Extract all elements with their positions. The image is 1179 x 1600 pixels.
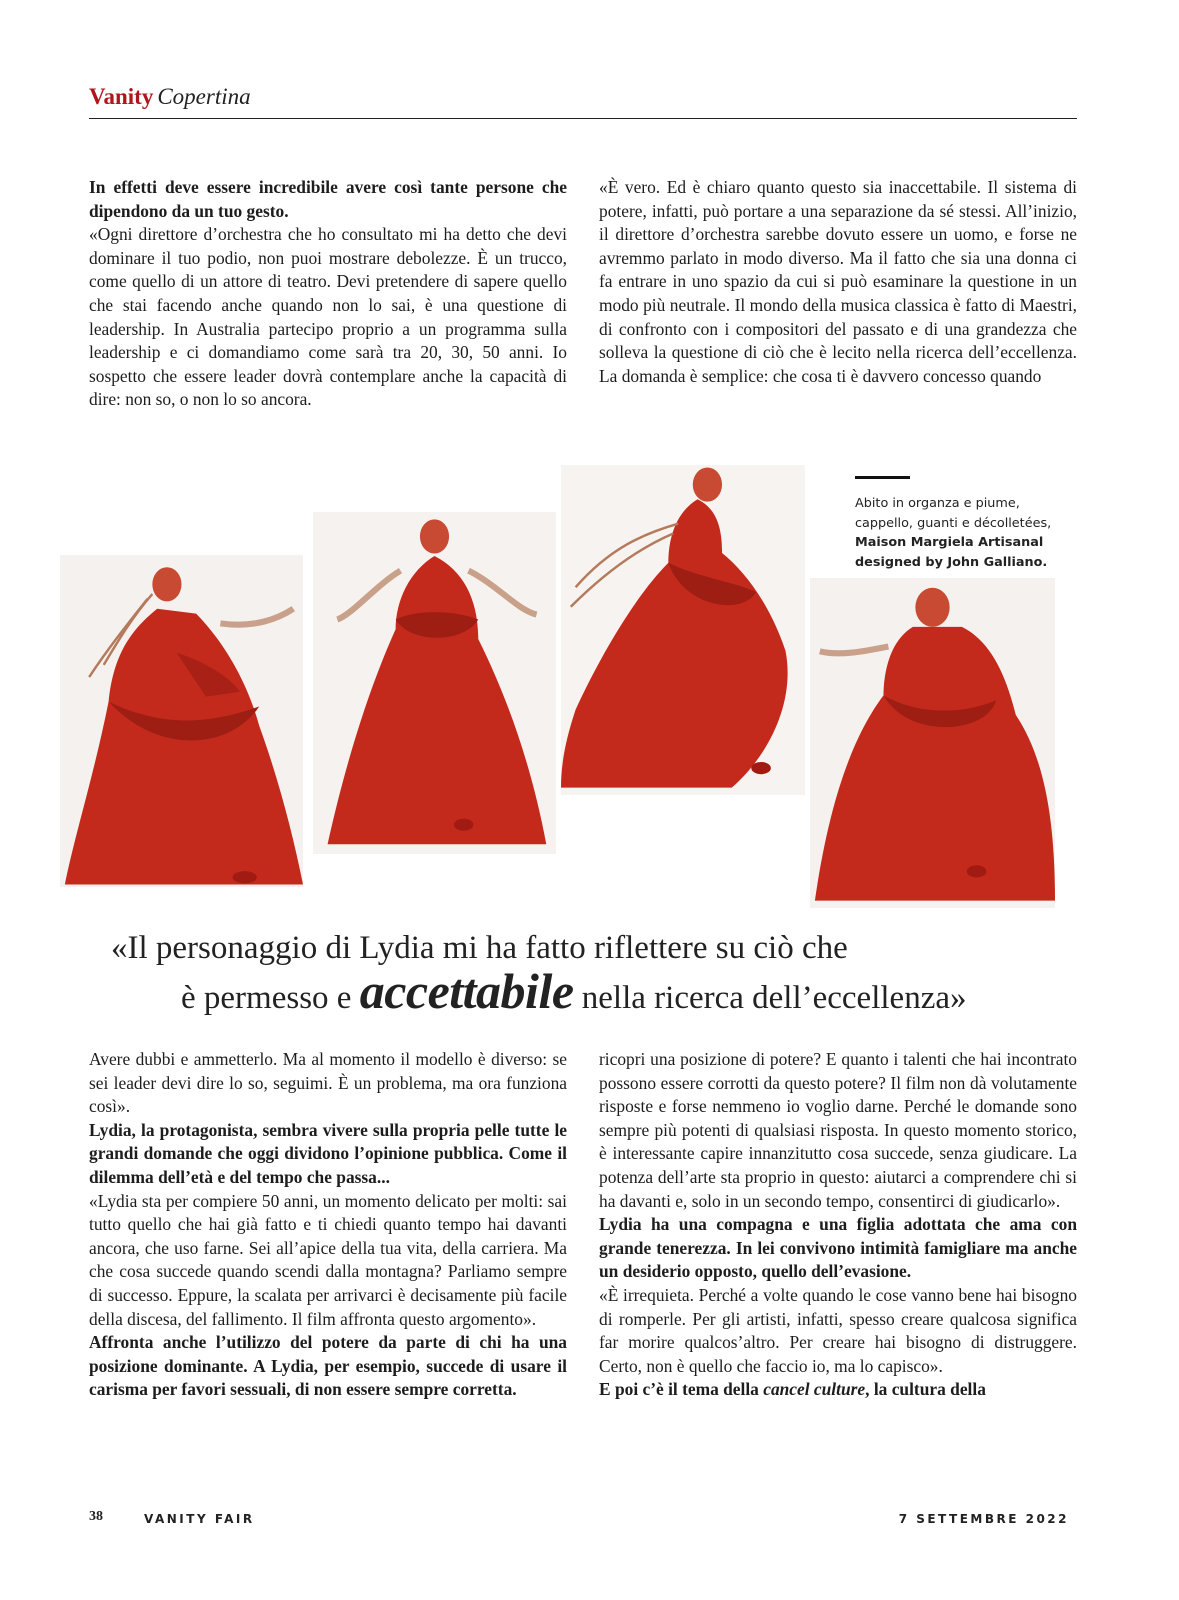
pull-quote-line-1: «Il personaggio di Lydia mi ha fatto riflettere su ciò che [111, 930, 848, 966]
text-column-4 [599, 1048, 1077, 1402]
text-column-2 [599, 176, 1077, 388]
interview-answer: «È vero. Ed è chiaro quanto questo sia inaccettabile. Il sistema di potere, infatti, può portare a una separazione da sé stessi. All’inizio, il direttore d’orchestra sarebbe dovuto essere un uomo, e forse ne avremmo parlato in modo diverso. Ma il fatto che sia una donna ci fa entrare in uno spazio da cui si può esaminare la questione in un modo più neutrale. Il mondo della musica classica è fatto di Maestri, di confronto con i compositori del passato e di una grandezza che solleva la questione di ciò che è lecito nella ricerca dell’eccellenza. La domanda è semplice: che cosa ti è davvero concesso quando [599, 177, 1077, 386]
pull-quote-emphasis: accettabile [359, 963, 574, 1019]
interview-answer: «Lydia sta per compiere 50 anni, un momento delicato per molti: sai tutto quello che hai già fatto e ti chiedi quanto tempo hai davanti ancora, che uso farne. Sei all’apice della tua vita, della carriera. Ma che cosa succede quando scendi dalla montagna? Parliamo sempre di successo. Eppure, la scalata per arrivarci è decisamente più facile della discesa, del fallimento. Il film affronta questo argomento». [89, 1190, 567, 1329]
magazine-name: VANITY FAIR [144, 1512, 255, 1526]
caption-rule [855, 476, 910, 479]
photo-gown-4 [810, 578, 1055, 908]
photo-gown-3 [561, 465, 805, 795]
pull-quote-text: nella ricerca dell’eccellenza» [573, 980, 967, 1016]
section-name: Copertina [157, 84, 251, 109]
text-column-1 [89, 176, 567, 412]
caption-credit: Maison Margiela Artisanal [855, 535, 1044, 550]
caption-line: cappello, guanti e décolletées, [855, 515, 1052, 531]
issue-date: 7 SETTEMBRE 2022 [898, 1512, 1069, 1526]
text-column-3 [89, 1048, 567, 1402]
pull-quote-text: è permesso e [181, 980, 360, 1016]
question-text: , la cultura della [865, 1379, 986, 1400]
interview-answer: ricopri una posizione di potere? E quanto i talenti che hai incontrato possono essere corrotti da questo potere? Il film non dà volutamente risposte e forse nemmeno io voglio darne. Perché le domande sono sempre più potenti di qualsiasi risposta. In questo momento storico, è interessante capire innanzitutto cosa succede, senza giudicare. La potenza dell’arte sta proprio in questo: aiutarci a comprendere chi si ha davanti e, solo in un secondo tempo, consentirci di giudicarlo». [599, 1049, 1077, 1211]
caption-line: Abito in organza e piume, [855, 496, 1020, 511]
interview-question: Lydia, la protagonista, sembra vivere sulla propria pelle tutte le grandi domande che oggi dividono l’opinione pubblica. Come il dilemma dell’età e del tempo che passa... [89, 1119, 567, 1187]
question-text: E poi c’è il tema della [599, 1379, 764, 1400]
interview-question: Affronta anche l’utilizzo del potere da parte di chi ha una posizione dominante. A Lydia, per esempio, succede di usare il carisma per favori sessuali, di non essere sempre corretta. [89, 1332, 567, 1400]
page-header [89, 84, 1077, 119]
pull-quote-line-2 [181, 962, 967, 1020]
photo-gown-2 [313, 512, 556, 854]
question-italic: cancel culture [763, 1379, 866, 1400]
brand-name: Vanity [89, 84, 154, 109]
interview-question: Lydia ha una compagna e una figlia adottata che ama con grande tenerezza. In lei convivono intimità famigliare ma anche un desiderio opposto, quello dell’evasione. [599, 1214, 1077, 1282]
interview-answer: «È irrequieta. Perché a volte quando le cose vanno bene hai bisogno di romperle. Per gli artisti, infatti, spesso creare qualcosa significa far morire qualcos’altro. Per creare hai bisogno di distruggere. Certo, non è quello che faccio io, ma lo capisco». [599, 1284, 1077, 1376]
interview-answer: Avere dubbi e ammetterlo. Ma al momento il modello è diverso: se sei leader devi dire lo so, seguimi. È un problema, ma ora funziona così». [89, 1049, 567, 1117]
caption-credit: designed by John Galliano. [855, 554, 1048, 570]
interview-question [599, 1378, 1077, 1402]
photo-gown-1 [60, 555, 303, 887]
page-number: 38 [89, 1509, 103, 1524]
interview-question: In effetti deve essere incredibile avere così tante persone che dipendono da un tuo gesto. [89, 177, 567, 221]
interview-answer: «Ogni direttore d’orchestra che ho consultato mi ha detto che devi dominare il tuo podio, non puoi mostrare debolezze. È un trucco, come quello di un attore di teatro. Devi pretendere di sapere quello che stai facendo anche quando non lo sai, è una questione di leadership. In Australia partecipo proprio a un programma sulla leadership e ci domandiamo come sarà tra 20, 30, 50 anni. Io sospetto che essere leader dovrà contemplare anche la capacità di dire: non so, o non lo so ancora. [89, 224, 567, 410]
photo-caption [855, 494, 1070, 572]
